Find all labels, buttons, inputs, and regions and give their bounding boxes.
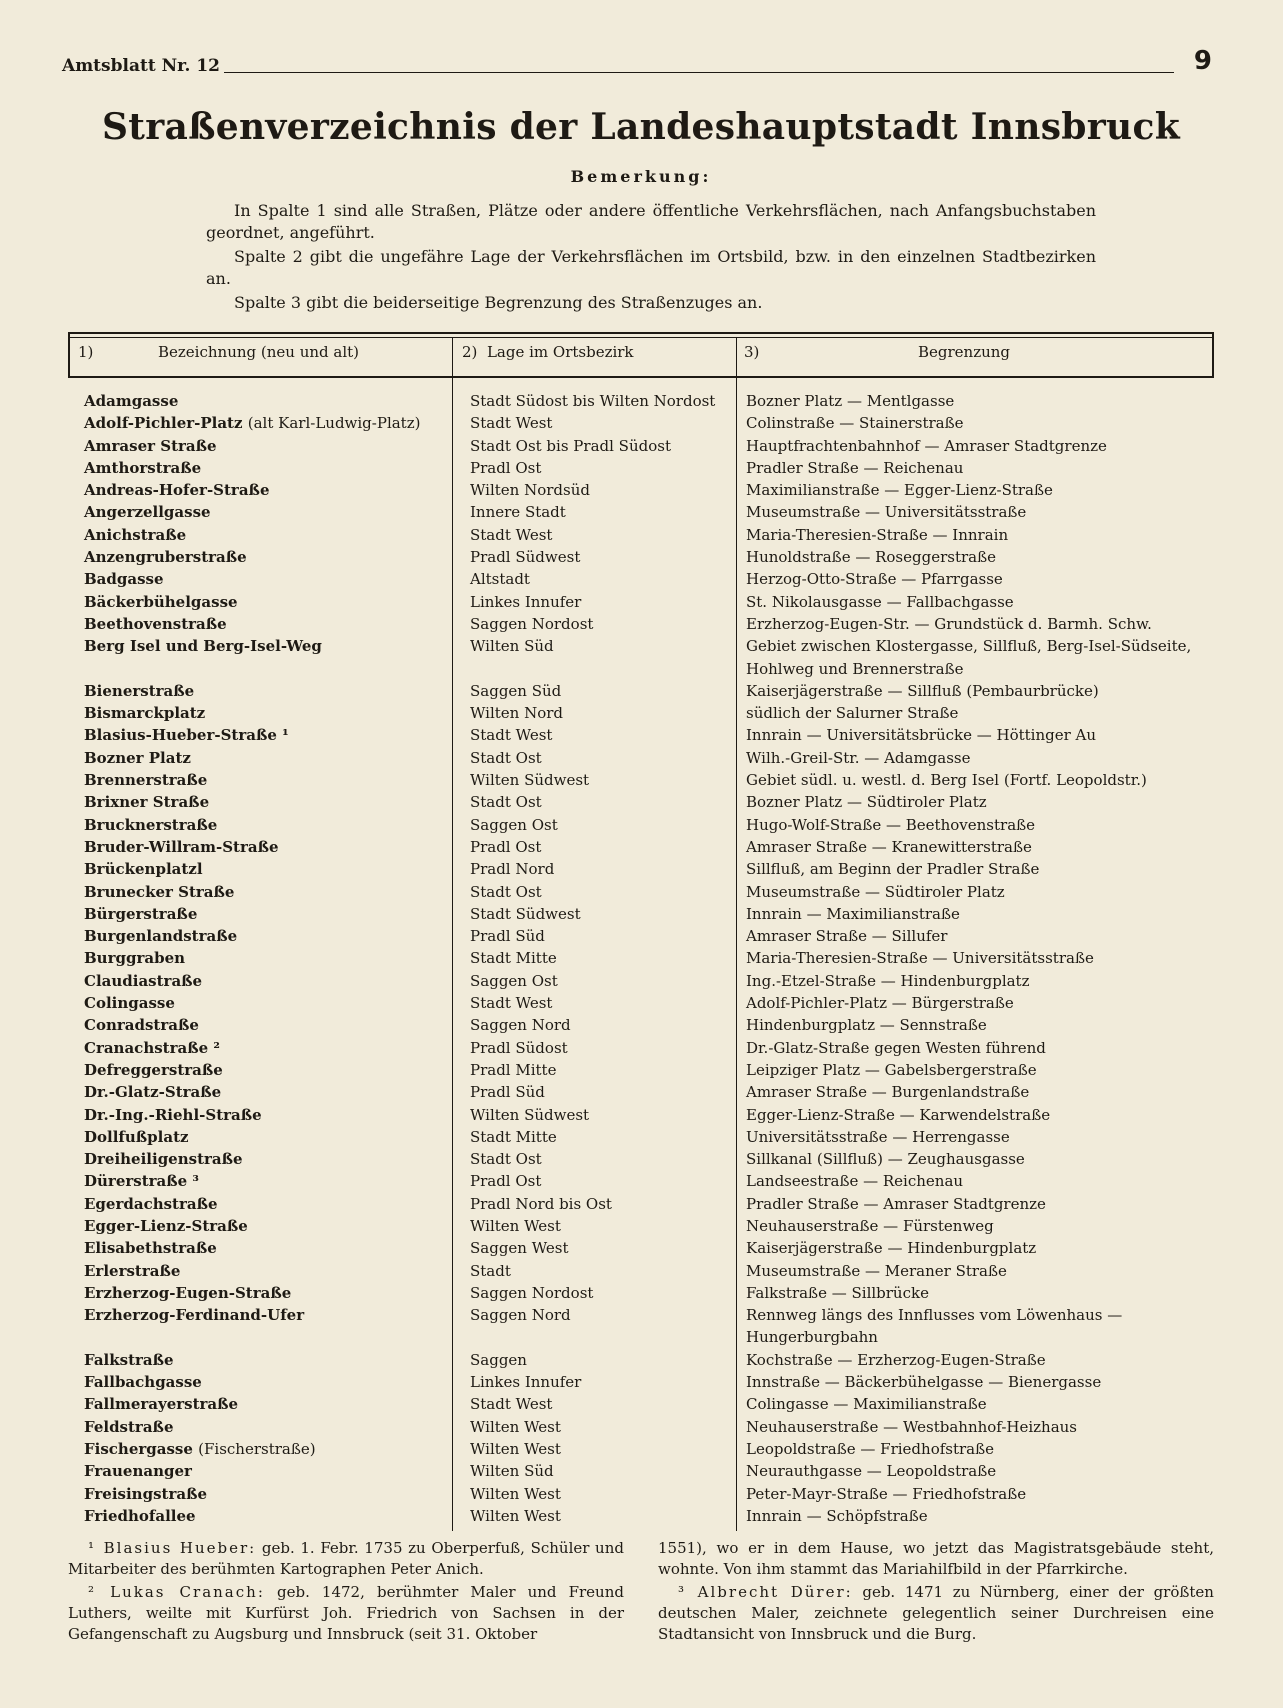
footnote-2-name: ² Lukas Cranach: (88, 1583, 265, 1601)
street-location: Stadt Ost (470, 882, 542, 901)
table-row (68, 1126, 1214, 1148)
street-name-text: Dr.-Glatz-Straße (84, 1083, 222, 1102)
street-location: Wilten West (470, 1506, 561, 1525)
street-name (68, 412, 444, 434)
street-name-text: Egger-Lienz-Straße (84, 1216, 248, 1235)
table-row (68, 925, 1214, 947)
street-location: Pradl Ost (470, 458, 542, 477)
street-boundary: St. Nikolausgasse — Fallbachgasse (746, 592, 1014, 611)
street-location: Pradl Nord (470, 860, 555, 879)
street-boundary: Innrain — Universitätsbrücke — Höttinger Au (746, 726, 1097, 745)
street-name (68, 1304, 444, 1349)
street-location: Stadt (470, 1261, 511, 1280)
street-name (68, 747, 444, 769)
street-name-text: Elisabethstraße (84, 1239, 217, 1258)
street-location: Wilten West (470, 1484, 561, 1503)
street-name-text: Dollfußplatz (84, 1127, 189, 1146)
street-location: Stadt Mitte (470, 1127, 557, 1146)
street-name-text: Adolf-Pichler-Platz (84, 414, 243, 433)
table-row (68, 568, 1214, 590)
street-location: Wilten Nordsüd (470, 481, 590, 500)
street-boundary: Bozner Platz — Mentlgasse (746, 392, 955, 410)
street-location: Saggen Nord (470, 1306, 571, 1325)
street-boundary: Sillkanal (Sillfluß) — Zeughausgasse (746, 1150, 1025, 1169)
table-row (68, 1282, 1214, 1304)
street-name (68, 1505, 444, 1527)
street-location: Pradl Mitte (470, 1060, 557, 1079)
street-name (68, 1237, 444, 1259)
street-boundary: Falkstraße — Sillbrücke (746, 1283, 929, 1302)
street-name-text: Amthorstraße (84, 458, 202, 477)
street-location: Wilten Süd (470, 1462, 554, 1481)
table-row (68, 1014, 1214, 1036)
street-boundary: Museumstraße — Meraner Straße (746, 1261, 1007, 1280)
street-table (68, 332, 1214, 1531)
street-boundary: Dr.-Glatz-Straße gegen Westen führend (746, 1038, 1046, 1057)
street-location: Altstadt (470, 570, 530, 589)
table-row (68, 1371, 1214, 1393)
street-name (68, 1460, 444, 1482)
street-name (68, 1215, 444, 1237)
footnotes-right-column (658, 1538, 1214, 1647)
street-location: Stadt West (470, 726, 553, 745)
street-name-text: Dreiheiligenstraße (84, 1150, 243, 1169)
street-boundary: Landseestraße — Reichenau (746, 1172, 964, 1191)
street-boundary: Kochstraße — Erzherzog-Eugen-Straße (746, 1350, 1046, 1369)
street-name (68, 1393, 444, 1415)
street-name (68, 970, 444, 992)
street-name (68, 1483, 444, 1505)
footnote-1-text: geb. 1. Febr. 1735 zu Oberperfuß, Schüler und Mitarbeiter des berühmten Kartographen Peter Anich. (68, 1539, 624, 1578)
street-location: Pradl Nord bis Ost (470, 1194, 612, 1213)
column-header-label: Lage im Ortsbezirk (486, 343, 634, 361)
street-name (68, 1126, 444, 1148)
table-left-border (68, 332, 70, 378)
street-boundary: Gebiet zwischen Klostergasse, Sillfluß, Berg-Isel-Südseite, Hohlweg und Brennerstraße (746, 637, 1192, 678)
street-location: Stadt West (470, 1395, 553, 1414)
street-name-text: Fallmerayerstraße (84, 1395, 239, 1414)
street-name (68, 1438, 444, 1460)
street-name-text: Anichstraße (84, 525, 187, 544)
table-top-rule-inner (68, 337, 1214, 338)
street-boundary: Museumstraße — Südtiroler Platz (746, 882, 1005, 901)
street-boundary: Erzherzog-Eugen-Str. — Grundstück d. Barmh. Schw. (746, 614, 1152, 633)
street-name (68, 1148, 444, 1170)
street-name-text: Dürerstraße ³ (84, 1172, 199, 1191)
street-boundary: Leopoldstraße — Friedhofstraße (746, 1439, 995, 1458)
street-location: Wilten West (470, 1216, 561, 1235)
street-location: Stadt Mitte (470, 949, 557, 968)
street-name-text: Bürgerstraße (84, 904, 198, 923)
street-name-text: Brixner Straße (84, 793, 210, 812)
street-boundary: Hindenburgplatz — Sennstraße (746, 1016, 987, 1035)
street-boundary: Kaiserjägerstraße — Hindenburgplatz (746, 1239, 1037, 1258)
intro-paragraph-2: Spalte 2 gibt die ungefähre Lage der Verkehrsflächen im Ortsbild, bzw. in den einzelnen Stadtbezirken an. (206, 247, 1096, 288)
table-row (68, 390, 1214, 412)
footnote-3-name: ³ Albrecht Dürer: (678, 1583, 853, 1601)
street-boundary: Gebiet südl. u. westl. d. Berg Isel (Fortf. Leopoldstr.) (746, 771, 1147, 790)
street-location: Stadt Südwest (470, 904, 581, 923)
street-name-text: Berg Isel und Berg-Isel-Weg (84, 637, 322, 656)
table-row (68, 435, 1214, 457)
street-name-text: Erzherzog-Eugen-Straße (84, 1283, 292, 1302)
footnotes-left-column (68, 1538, 624, 1647)
street-name (68, 501, 444, 523)
street-boundary: Colinstraße — Stainerstraße (746, 414, 964, 433)
street-name-text: Brennerstraße (84, 771, 208, 790)
table-row (68, 1260, 1214, 1282)
street-name-text: Friedhofallee (84, 1506, 196, 1525)
table-row (68, 479, 1214, 501)
column-header-number: 2) (462, 343, 478, 361)
street-boundary: Wilh.-Greil-Str. — Adamgasse (746, 748, 971, 767)
street-boundary: Hunoldstraße — Roseggerstraße (746, 548, 996, 567)
street-name-text: Colingasse (84, 994, 175, 1013)
footnote-2-continued: 1551), wo er in dem Hause, wo jetzt das Magistratsgebäude steht, wohnte. Von ihm stammt das Mariahilfbild in der Pfarrkirche. (658, 1539, 1214, 1578)
street-boundary: Innrain — Schöpfstraße (746, 1506, 928, 1525)
street-name (68, 947, 444, 969)
street-location: Stadt Ost bis Pradl Südost (470, 436, 671, 455)
street-name-text: Defreggerstraße (84, 1060, 223, 1079)
street-name-text: Bismarckplatz (84, 704, 206, 723)
footnote-2 (68, 1582, 624, 1645)
street-boundary: Ing.-Etzel-Straße — Hindenburgplatz (746, 971, 1030, 990)
street-name (68, 1349, 444, 1371)
street-name (68, 836, 444, 858)
street-location: Stadt Ost (470, 748, 542, 767)
street-boundary: Bozner Platz — Südtiroler Platz (746, 793, 987, 812)
street-boundary: Kaiserjägerstraße — Sillfluß (Pembaurbrücke) (746, 681, 1099, 700)
street-location: Wilten Süd (470, 637, 554, 656)
street-name (68, 457, 444, 479)
table-row (68, 702, 1214, 724)
page-title: Straßenverzeichnis der Landeshauptstadt Innsbruck (101, 106, 1180, 148)
table-row (68, 1483, 1214, 1505)
table-row (68, 613, 1214, 635)
table-row (68, 1349, 1214, 1371)
street-name (68, 1037, 444, 1059)
remark-heading: Bemerkung: (570, 167, 712, 186)
street-boundary: Maria-Theresien-Straße — Universitätsstraße (746, 949, 1094, 968)
street-location: Saggen Nordost (470, 1283, 594, 1302)
street-boundary: Maria-Theresien-Straße — Innrain (746, 525, 1009, 544)
street-name (68, 1170, 444, 1192)
street-name (68, 479, 444, 501)
street-name-text: Erlerstraße (84, 1261, 181, 1280)
street-location: Saggen Nord (470, 1016, 571, 1035)
street-boundary: Amraser Straße — Burgenlandstraße (746, 1083, 1030, 1102)
street-location: Saggen Süd (470, 681, 562, 700)
street-location: Pradl Süd (470, 1083, 545, 1102)
street-name (68, 1260, 444, 1282)
street-name-text: Brunecker Straße (84, 882, 235, 901)
street-name (68, 702, 444, 724)
table-header-rule (68, 376, 1214, 378)
table-row (68, 1438, 1214, 1460)
street-name (68, 546, 444, 568)
street-location: Pradl Südost (470, 1038, 568, 1057)
street-name-text: Falkstraße (84, 1350, 174, 1369)
street-location: Pradl Südwest (470, 548, 581, 567)
table-row (68, 1416, 1214, 1438)
column-header-label: Begrenzung (918, 343, 1011, 361)
column-header-label: Bezeichnung (neu und alt) (158, 343, 360, 361)
street-name-text: Cranachstraße ² (84, 1038, 220, 1057)
street-name-text: Angerzellgasse (84, 503, 211, 522)
street-name (68, 390, 444, 412)
street-name (68, 613, 444, 635)
street-name (68, 992, 444, 1014)
street-name-text: Bienerstraße (84, 681, 195, 700)
street-name-text: Andreas-Hofer-Straße (84, 481, 270, 500)
street-location: Stadt Südost bis Wilten Nordost (470, 392, 716, 410)
footnote-3-text: geb. 1471 zu Nürnberg, einer der größten deutschen Maler, zeichnete gelegentlich seiner Durchreisen eine Stadtansicht von Innsbruck und die Burg. (658, 1583, 1214, 1643)
street-name (68, 791, 444, 813)
street-name (68, 1416, 444, 1438)
street-name-text: Burggraben (84, 949, 186, 968)
street-name (68, 925, 444, 947)
street-old-name: (Fischerstraße) (198, 1439, 316, 1458)
table-row (68, 1059, 1214, 1081)
table-row (68, 747, 1214, 769)
table-top-rule (68, 332, 1214, 334)
table-row (68, 724, 1214, 746)
street-name-text: Bozner Platz (84, 748, 191, 767)
street-name (68, 568, 444, 590)
street-location: Pradl Ost (470, 1172, 542, 1191)
street-boundary: Hugo-Wolf-Straße — Beethovenstraße (746, 815, 1036, 834)
footnote-1-name: ¹ Blasius Hueber: (88, 1539, 257, 1557)
table-row (68, 881, 1214, 903)
street-name (68, 1014, 444, 1036)
table-body (68, 390, 1214, 1527)
table-row (68, 1148, 1214, 1170)
street-boundary: Adolf-Pichler-Platz — Bürgerstraße (746, 994, 1014, 1013)
street-boundary: Colingasse — Maximilianstraße (746, 1395, 987, 1414)
table-row (68, 769, 1214, 791)
table-row (68, 1304, 1214, 1349)
street-name-text: Fallbachgasse (84, 1373, 202, 1392)
street-location: Saggen West (470, 1239, 569, 1258)
street-location: Linkes Innufer (470, 1373, 582, 1392)
street-name-text: Blasius-Hueber-Straße ¹ (84, 726, 289, 745)
street-location: Linkes Innufer (470, 592, 582, 611)
table-row (68, 412, 1214, 434)
street-name-text: Dr.-Ing.-Riehl-Straße (84, 1105, 262, 1124)
street-location: Saggen Nordost (470, 614, 594, 633)
street-location: Wilten Nord (470, 704, 564, 723)
table-row (68, 791, 1214, 813)
street-name (68, 1193, 444, 1215)
street-name-text: Amraser Straße (84, 436, 217, 455)
street-location: Saggen (470, 1350, 527, 1369)
intro-text (206, 200, 1096, 316)
table-row (68, 1237, 1214, 1259)
table-row (68, 591, 1214, 613)
street-boundary: Neuhauserstraße — Westbahnhof-Heizhaus (746, 1417, 1078, 1436)
street-location: Pradl Süd (470, 927, 545, 946)
street-name (68, 524, 444, 546)
street-name-text: Freisingstraße (84, 1484, 208, 1503)
table-row (68, 992, 1214, 1014)
street-name (68, 680, 444, 702)
street-name (68, 1104, 444, 1126)
table-row (68, 1393, 1214, 1415)
street-name-text: Fischergasse (84, 1439, 193, 1458)
street-name-text: Frauenanger (84, 1462, 192, 1481)
street-boundary: südlich der Salurner Straße (746, 704, 959, 723)
street-name-text: Badgasse (84, 570, 164, 589)
street-location: Stadt West (470, 414, 553, 433)
street-name (68, 591, 444, 613)
table-row (68, 457, 1214, 479)
street-boundary: Rennweg längs des Innflusses vom Löwenhaus — Hungerburgbahn (746, 1306, 1123, 1347)
street-name (68, 724, 444, 746)
street-boundary: Universitätsstraße — Herrengasse (746, 1127, 1010, 1146)
table-row (68, 1037, 1214, 1059)
street-name-text: Brückenplatzl (84, 860, 203, 879)
table-row (68, 546, 1214, 568)
street-boundary: Egger-Lienz-Straße — Karwendelstraße (746, 1105, 1051, 1124)
street-name (68, 635, 444, 680)
street-name-text: Adamgasse (84, 392, 179, 410)
street-boundary: Sillfluß, am Beginn der Pradler Straße (746, 860, 1040, 879)
table-right-border (1212, 332, 1214, 378)
table-row (68, 1460, 1214, 1482)
street-boundary: Museumstraße — Universitätsstraße (746, 503, 1027, 522)
street-name (68, 903, 444, 925)
street-name-text: Egerdachstraße (84, 1194, 218, 1213)
table-row (68, 524, 1214, 546)
street-boundary: Hauptfrachtenbahnhof — Amraser Stadtgrenze (746, 436, 1107, 455)
street-name-text: Conradstraße (84, 1016, 199, 1035)
street-old-name: (alt Karl-Ludwig-Platz) (247, 414, 421, 433)
street-location: Pradl Ost (470, 837, 542, 856)
intro-paragraph-1: In Spalte 1 sind alle Straßen, Plätze oder andere öffentliche Verkehrsflächen, nach Anfangsbuchstaben geordnet, angeführt. (206, 201, 1096, 242)
street-name (68, 1371, 444, 1393)
page-header (62, 46, 1220, 78)
column-header-location (462, 343, 732, 361)
footnote-1 (68, 1538, 624, 1580)
table-row (68, 1104, 1214, 1126)
table-row (68, 1081, 1214, 1103)
street-location: Wilten Südwest (470, 1105, 590, 1124)
table-row (68, 635, 1214, 680)
street-location: Wilten Südwest (470, 771, 590, 790)
table-row (68, 836, 1214, 858)
street-name-text: Bäckerbühelgasse (84, 592, 238, 611)
street-location: Stadt West (470, 525, 553, 544)
street-boundary: Innstraße — Bäckerbühelgasse — Bienergasse (746, 1373, 1102, 1392)
street-location: Saggen Ost (470, 815, 558, 834)
table-row (68, 1170, 1214, 1192)
street-location: Stadt Ost (470, 1150, 542, 1169)
street-boundary: Maximilianstraße — Egger-Lienz-Straße (746, 481, 1053, 500)
street-name (68, 769, 444, 791)
street-boundary: Pradler Straße — Reichenau (746, 458, 964, 477)
table-row (68, 1215, 1214, 1237)
street-boundary: Amraser Straße — Sillufer (746, 927, 948, 946)
table-row (68, 858, 1214, 880)
street-name (68, 435, 444, 457)
street-name-text: Feldstraße (84, 1417, 174, 1436)
table-row (68, 501, 1214, 523)
table-row (68, 1193, 1214, 1215)
street-name-text: Brucknerstraße (84, 815, 218, 834)
street-location: Innere Stadt (470, 503, 566, 522)
street-boundary: Neurauthgasse — Leopoldstraße (746, 1462, 997, 1481)
table-row (68, 970, 1214, 992)
street-boundary: Herzog-Otto-Straße — Pfarrgasse (746, 570, 1003, 589)
street-location: Stadt Ost (470, 793, 542, 812)
table-row (68, 947, 1214, 969)
table-row (68, 814, 1214, 836)
street-name (68, 1059, 444, 1081)
street-name-text: Burgenlandstraße (84, 927, 238, 946)
street-boundary: Leipziger Platz — Gabelsbergerstraße (746, 1060, 1037, 1079)
street-boundary: Amraser Straße — Kranewitterstraße (746, 837, 1032, 856)
table-row (68, 1505, 1214, 1527)
street-location: Wilten West (470, 1439, 561, 1458)
street-name-text: Bruder-Willram-Straße (84, 837, 279, 856)
street-boundary: Peter-Mayr-Straße — Friedhofstraße (746, 1484, 1027, 1503)
header-rule (62, 72, 1174, 73)
street-name-text: Anzengruberstraße (84, 548, 247, 567)
gazette-issue: Amtsblatt Nr. 12 (62, 56, 224, 76)
page-number: 9 (1193, 46, 1212, 76)
street-location: Stadt West (470, 994, 553, 1013)
column-header-number: 1) (78, 343, 94, 361)
footnote-3 (658, 1582, 1214, 1645)
street-location: Wilten West (470, 1417, 561, 1436)
intro-paragraph-3: Spalte 3 gibt die beiderseitige Begrenzung des Straßenzuges an. (234, 293, 763, 312)
street-boundary: Pradler Straße — Amraser Stadtgrenze (746, 1194, 1046, 1213)
street-location: Saggen Ost (470, 971, 558, 990)
street-name (68, 1282, 444, 1304)
table-row (68, 680, 1214, 702)
street-name (68, 1081, 444, 1103)
street-name-text: Beethovenstraße (84, 614, 227, 633)
street-boundary: Innrain — Maximilianstraße (746, 904, 960, 923)
table-row (68, 903, 1214, 925)
street-name-text: Claudiastraße (84, 971, 203, 990)
street-name (68, 814, 444, 836)
street-name-text: Erzherzog-Ferdinand-Ufer (84, 1306, 305, 1325)
street-boundary: Neuhauserstraße — Fürstenweg (746, 1216, 994, 1235)
street-name (68, 858, 444, 880)
street-name (68, 881, 444, 903)
footnote-2-text: geb. 1472, berühmter Maler und Freund Luthers, weilte mit Kurfürst Joh. Friedrich von Sachsen in der Gefangenschaft zu Augsburg und Innsbruck (seit 31. Oktober (68, 1583, 624, 1643)
column-header-number: 3) (744, 343, 760, 361)
